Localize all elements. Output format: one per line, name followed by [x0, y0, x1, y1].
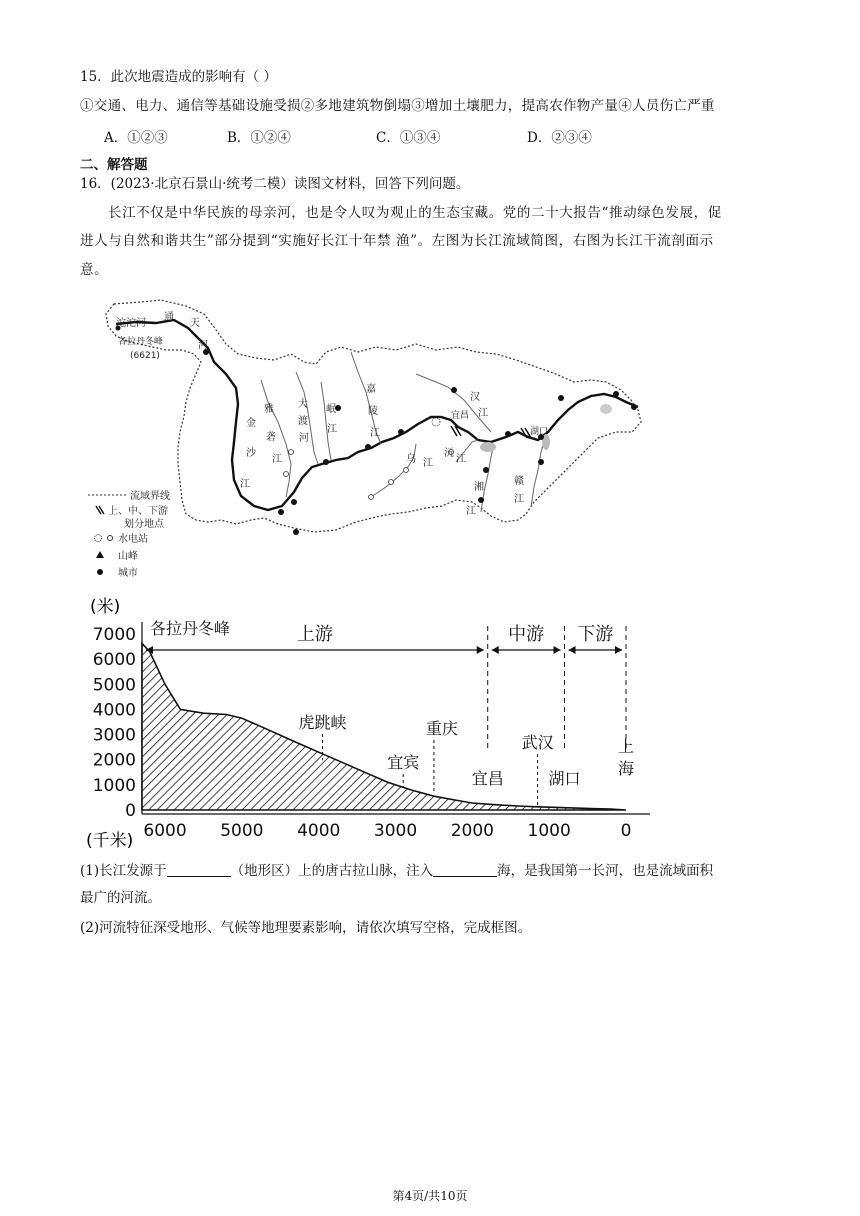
page-footer: 第4页/共10页: [392, 1189, 468, 1203]
legend-boundary: 流域界线: [130, 491, 170, 502]
label-jiang-xiang: 江: [466, 506, 476, 517]
annotation-label: 湖口: [548, 769, 581, 788]
annotation-label: 虎跳峡: [298, 713, 347, 732]
label-yichang: 宜昌: [451, 411, 470, 421]
label-tong: 通: [164, 312, 174, 323]
legend-city-symbol: [97, 569, 103, 575]
map-legend: [88, 489, 170, 579]
label-hukou: 湖口: [530, 427, 549, 437]
answer-blank-sea[interactable]: [433, 862, 497, 877]
label-peak-height: (6621): [130, 351, 160, 361]
answer-blank-landform[interactable]: [167, 862, 231, 877]
label-yuan: 沅: [444, 448, 454, 459]
label-tuotuo-river: 沱沱河: [116, 318, 146, 329]
legend-division-symbol: [96, 506, 104, 514]
label-jiang-han: 江: [478, 408, 488, 419]
legend-division: 上、中、下游: [108, 506, 168, 517]
label-peak: 各拉丹冬峰: [118, 337, 164, 347]
label-jiang-wu: 江: [423, 458, 433, 469]
city-marker: [291, 499, 297, 505]
y-tick-label: 4000: [92, 700, 136, 721]
y-axis-label: (米): [90, 597, 121, 617]
x-tick-label: 0: [620, 821, 632, 841]
city-marker: [483, 467, 489, 473]
label-du: 渡: [298, 416, 308, 427]
city-marker: [365, 444, 371, 450]
annotation-label: 上: [617, 737, 635, 756]
y-tick-label: 2000: [92, 750, 136, 771]
x-tick-label: 4000: [297, 821, 341, 841]
x-axis-label: (千米): [86, 831, 134, 851]
q16-sub1-line2: 最广的河流。: [80, 890, 161, 906]
y-tick-label: 7000: [92, 625, 136, 645]
legend-hydro: 水电站: [118, 534, 148, 545]
label-jiang-min: 江: [327, 424, 337, 435]
y-tick-label: 5000: [92, 675, 136, 696]
annotation-label: 武汉: [521, 733, 554, 752]
q16-sub1-line1: [80, 862, 713, 880]
label-wu: 乌: [406, 454, 416, 465]
city-marker: [293, 529, 299, 535]
q15-option-b[interactable]: B．①②④: [227, 130, 291, 146]
y-tick-label: 3000: [92, 725, 136, 746]
q15-option-a[interactable]: A．①②③: [104, 130, 168, 146]
tributary-gan: [531, 442, 544, 507]
label-jiang-yuan: 江: [456, 454, 466, 465]
x-tick-label: 3000: [373, 821, 418, 841]
city-marker: [631, 404, 637, 410]
legend-hydro-symbol-1: [95, 535, 102, 542]
q15-items: ①交通、电力、通信等基础设施受损②多地建筑物倒塌③增加土壤肥力，提高农作物产量④人员伤亡严重: [80, 98, 715, 114]
y-tick-label: 6000: [92, 650, 136, 671]
tributary-wu: [371, 444, 416, 497]
label-jia: 嘉: [366, 384, 376, 395]
annotation-label: 海: [617, 759, 635, 778]
x-tick-label: 5000: [220, 821, 264, 841]
q16-sub1-part-a: (1)长江发源于: [80, 863, 167, 879]
section-arrowhead: [615, 646, 622, 654]
tributary-min: [321, 382, 331, 460]
label-he: 河: [198, 340, 208, 351]
q16-paragraph-line2: 进人与自然和谐共生”部分提到“实施好长江十年禁 渔”。左图为长江流域简图，右图为长江干流剖面示: [80, 233, 714, 249]
label-he-dadu: 河: [299, 433, 309, 444]
label-jiang-jialing: 江: [370, 428, 380, 439]
hydropower-station: [369, 495, 374, 500]
q16-sub1-part-c: 海，是我国第一长河，也是流域面积: [497, 863, 714, 879]
annotation-label: 重庆: [425, 719, 458, 738]
x-tick-label: 6000: [143, 821, 187, 841]
label-min: 岷: [326, 404, 336, 415]
legend-hydro-symbol-2: [108, 536, 113, 541]
q16-sub1-part-b: （地形区）上的唐古拉山脉，注入: [230, 863, 434, 879]
lake-dongting: [480, 442, 496, 452]
legend-division-2: 划分地点: [124, 519, 164, 530]
label-xiang: 湘: [474, 482, 484, 493]
hydropower-station: [432, 418, 440, 426]
section-arrowhead: [477, 646, 484, 654]
label-ling: 陵: [368, 406, 378, 417]
legend-peak-symbol: [96, 551, 104, 558]
label-jiang-yalong: 江: [272, 454, 282, 465]
hydropower-station: [289, 450, 294, 455]
yangtze-profile-chart: [86, 592, 666, 852]
section-label: 上游: [296, 624, 333, 645]
hydropower-station: [284, 472, 289, 477]
x-tick-label: 1000: [527, 821, 571, 841]
label-da: 大: [298, 399, 308, 410]
lake-tai: [600, 404, 612, 414]
q15-option-d[interactable]: D．②③④: [527, 130, 592, 146]
annotation-label: 宜宾: [387, 753, 420, 772]
yangtze-basin-map: [86, 292, 656, 587]
city-marker: [505, 431, 511, 437]
label-ya: 雅: [264, 404, 274, 415]
hydropower-station: [389, 480, 394, 485]
section-label: 下游: [577, 624, 614, 645]
q16-paragraph-line3: 意。: [80, 262, 109, 278]
label-jin: 金: [246, 418, 256, 429]
section-label: 中游: [508, 624, 545, 645]
annotation-label: 宜昌: [471, 769, 504, 788]
x-tick-label: 2000: [450, 821, 494, 841]
label-han: 汉: [470, 392, 480, 403]
y-tick-label: 1000: [92, 775, 136, 796]
city-marker: [613, 391, 619, 397]
q15-stem: 15．此次地震造成的影响有（ ）: [80, 69, 277, 85]
section-arrowhead: [492, 646, 499, 654]
legend-city: 城市: [118, 568, 138, 579]
section-arrowhead: [569, 646, 576, 654]
section-arrowhead: [554, 646, 561, 654]
city-marker: [451, 387, 457, 393]
hydropower-station: [404, 468, 409, 473]
annotation-label: 各拉丹冬峰: [150, 619, 231, 638]
y-tick-label: 0: [125, 801, 136, 821]
city-marker: [538, 459, 544, 465]
q15-option-c[interactable]: C．①③④: [376, 130, 441, 146]
label-long: 砻: [266, 432, 276, 443]
label-gan: 赣: [514, 476, 524, 487]
q16-paragraph-line1: 长江不仅是中华民族的母亲河，也是令人叹为观止的生态宝藏。党的二十大报告“推动绿色发展，促: [108, 205, 722, 221]
city-marker: [398, 429, 404, 435]
label-sha: 沙: [246, 448, 256, 459]
city-marker: [558, 395, 564, 401]
city-marker: [278, 509, 284, 515]
section-title: 二、解答题: [80, 157, 148, 173]
legend-peak: 山峰: [118, 551, 138, 562]
label-jiang-gan: 江: [514, 494, 524, 505]
city-marker: [478, 497, 484, 503]
q16-sub2: (2)河流特征深受地形、气候等地理要素影响，请依次填写空格，完成框图。: [80, 920, 532, 936]
label-jiang-jinsha: 江: [240, 479, 250, 490]
label-tian: 天: [190, 318, 200, 329]
city-marker: [323, 459, 329, 465]
q16-stem: 16．(2023·北京石景山·统考二模）读图文材料，回答下列问题。: [80, 176, 470, 192]
